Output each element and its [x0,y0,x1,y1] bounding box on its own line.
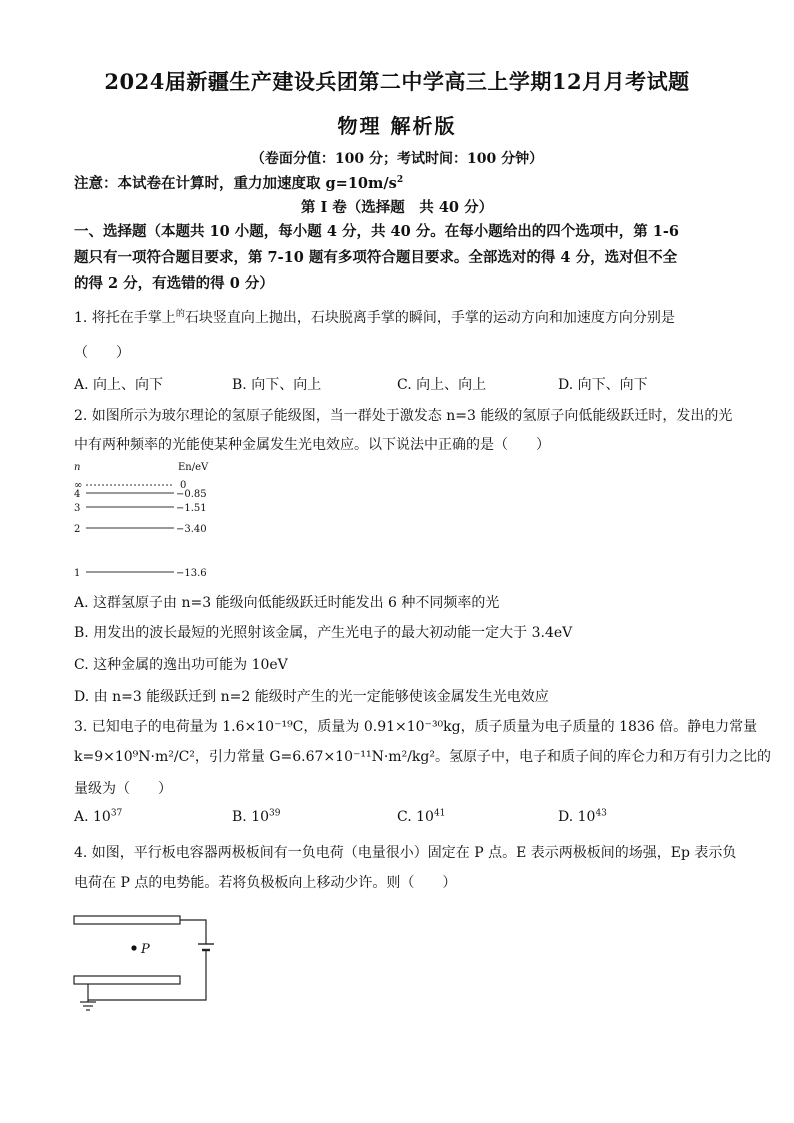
point-p-label: P [141,942,150,957]
instructions-line-2: 题只有一项符合题目要求，第 7-10 题有多项符合题目要求。全部选对的得 4 分，选对但不全 [74,249,678,266]
q1-stem-sup: 的 [175,309,185,320]
diagram-e-label: En/eV [178,462,209,473]
q1-stem-b: 石块竖直向上抛出，石块脱离手掌的瞬间，手掌的运动方向和加速度方向分别是 [184,310,675,326]
level-infinity-n: ∞ [74,480,83,491]
note-superscript: 2 [396,175,404,186]
upper-plate [74,916,180,924]
q3-b-base: B. 10 [232,809,270,825]
level-1-e: −13.6 [176,568,207,579]
q3-c-base: C. 10 [397,809,434,825]
q1-option-a: A. 向上、向下 [74,377,164,393]
level-4-n: 4 [74,489,81,500]
instructions-line-3: 的得 2 分，有选错的得 0 分） [74,275,274,292]
q1-option-d: D. 向下、向下 [558,377,648,393]
question-4-line-2: 电荷在 P 点的电势能。若将负极板向上移动少许。则（ ） [74,875,457,891]
diagram-n-label: n [74,462,81,473]
level-infinity-e: 0 [180,480,187,491]
question-2-line-1: 2. 如图所示为玻尔理论的氢原子能级图，当一群处于激发态 n=3 能级的氢原子向低能级跃迁时，发出的光 [74,408,733,424]
section-heading: 第 I 卷（选择题 共 40 分） [300,199,494,216]
q3-b-exp: 39 [269,808,281,819]
q3-option-c [397,809,445,825]
q2-option-b: B. 用发出的波长最短的光照射该金属，产生光电子的最大初动能一定大于 3.4eV [74,625,573,641]
wire-top [180,920,206,944]
q3-option-d [558,809,607,825]
exam-meta: （卷面分值：100 分；考试时间：100 分钟） [250,151,544,167]
q2-option-a: A. 这群氢原子由 n=3 能级向低能级跃迁时能发出 6 种不同频率的光 [74,595,500,611]
instructions-line-1: 一、选择题（本题共 10 小题，每小题 4 分，共 40 分。在每小题给出的四个选项中，第 1-6 [74,223,679,240]
q2-option-c: C. 这种金属的逸出功可能为 10eV [74,657,288,673]
question-1-stem [74,307,675,327]
level-2-e: −3.40 [176,524,207,535]
q3-option-a [74,809,122,825]
page-subtitle: 物理 解析版 [337,114,457,138]
level-4-e: −0.85 [176,489,207,500]
level-1-n: 1 [74,568,81,579]
q3-d-exp: 43 [595,808,607,819]
note-text: 注意：本试卷在计算时，重力加速度取 g=10m/s [74,175,397,192]
question-2-line-2: 中有两种频率的光能使某种金属发生光电效应。以下说法中正确的是（ ） [74,437,550,453]
question-3-line-3: 量级为（ ） [74,781,172,797]
level-3-n: 3 [74,503,81,514]
q3-d-base: D. 10 [558,809,596,825]
level-2-n: 2 [74,524,81,535]
page-title: 2024届新疆生产建设兵团第二中学高三上学期12月月考试题 [104,69,690,94]
q1-stem-a: 1. 将托在手掌上 [74,310,176,326]
capacitor-diagram [70,902,220,1014]
q3-a-base: A. 10 [74,809,111,825]
wire-bottom [88,950,206,1000]
energy-level-diagram [70,458,230,584]
q3-c-exp: 41 [433,808,446,819]
q1-option-b: B. 向下、向上 [232,377,322,393]
lower-plate [74,976,180,984]
point-p-dot [131,945,136,950]
q3-a-exp: 37 [110,808,123,819]
q1-option-c: C. 向上、向上 [397,377,487,393]
question-1-paren: （ ） [74,345,130,361]
q3-option-b [232,809,280,825]
exam-note [74,172,403,193]
question-3-line-2: k=9×10⁹N·m²/C²，引力常量 G=6.67×10⁻¹¹N·m²/kg²。氢原子中，电子和质子间的库仑力和万有引力之比的 [74,749,771,765]
question-3-line-1: 3. 已知电子的电荷量为 1.6×10⁻¹⁹C，质量为 0.91×10⁻³⁰kg，质子质量为电子质量的 1836 倍。静电力常量 [74,719,758,735]
q2-option-d: D. 由 n=3 能级跃迁到 n=2 能级时产生的光一定能够使该金属发生光电效应 [74,689,549,705]
question-4-line-1: 4. 如图，平行板电容器两极板间有一负电荷（电量很小）固定在 P 点。E 表示两极板间的场强，Ep 表示负 [74,845,737,861]
level-3-e: −1.51 [176,503,207,514]
